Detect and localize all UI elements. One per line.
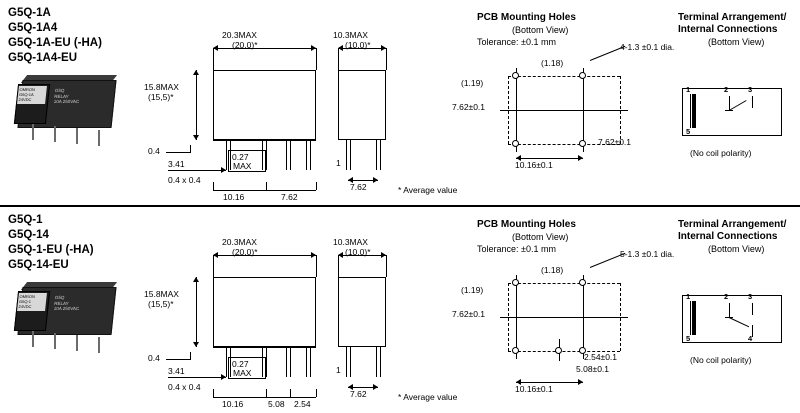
relay-section-1a — [0, 0, 800, 206]
mounting-hole — [555, 347, 562, 354]
pin-number: 2 — [724, 292, 729, 301]
dim-508: 5.08 — [268, 399, 285, 409]
coil-polarity-note: (No coil polarity) — [690, 355, 752, 365]
arrow — [221, 374, 226, 380]
relay-body-outline — [213, 277, 316, 347]
dim-762a: 7.62±0.1 — [452, 102, 486, 112]
pin-line — [380, 347, 381, 377]
pin-line — [350, 347, 351, 377]
dim-762b: 7.62±0.1 — [598, 137, 632, 147]
ext-line — [213, 255, 214, 277]
relay-pin — [98, 130, 100, 146]
mounting-hole — [579, 72, 586, 79]
pin-line — [346, 347, 347, 377]
contact-line — [729, 303, 730, 317]
center-line-h — [500, 317, 628, 318]
center-line-h — [500, 110, 628, 111]
dim-width-avg: (20.0)* — [232, 40, 258, 50]
pcb-subtitle: (Bottom View) — [512, 25, 569, 35]
pcb-subtitle: (Bottom View) — [512, 232, 569, 242]
relay-side-outline — [338, 70, 386, 140]
coil-line — [690, 94, 691, 128]
coil-symbol — [692, 94, 696, 128]
pin-line — [290, 347, 291, 377]
pin-line — [306, 140, 307, 170]
dim-max: MAX — [233, 161, 252, 171]
dim-762-side: 7.62 — [350, 389, 367, 399]
dim-1016: 10.16 — [222, 399, 244, 409]
pin-line — [380, 140, 381, 170]
dim-027: 0.27 — [232, 359, 249, 369]
ext-line — [338, 48, 339, 70]
mounting-hole — [512, 347, 519, 354]
pin-line — [266, 347, 267, 377]
dim-height-avg: (15,5)* — [148, 92, 174, 102]
tick — [213, 389, 214, 397]
arrow — [373, 384, 378, 390]
part-name: G5Q-1A-EU (-HA) — [8, 37, 102, 49]
ext-line — [338, 255, 339, 277]
contact-terminal — [725, 110, 733, 111]
hole-callout: 5-1.3 ±0.1 dia. — [620, 249, 675, 259]
coil-polarity-note: (No coil polarity) — [690, 148, 752, 158]
tick — [316, 182, 317, 190]
relay-photo — [14, 80, 126, 144]
body-baseline — [213, 347, 316, 348]
part-name: G5Q-14 — [8, 229, 49, 241]
dim-width-avg: (20.0)* — [232, 247, 258, 257]
pin-line — [286, 347, 287, 377]
hole-callout: 4-1.3 ±0.1 dia. — [620, 42, 675, 52]
pin-number: 1 — [686, 85, 691, 94]
coil-line — [690, 301, 691, 335]
relay-body-outline — [213, 70, 316, 140]
dim-line-bottom — [213, 190, 316, 191]
body-baseline — [213, 140, 316, 141]
dim-762: 7.62 — [281, 192, 298, 202]
dim-118: (1.18) — [541, 58, 564, 68]
part-name: G5Q-1A — [8, 7, 51, 19]
pin-line — [376, 347, 377, 377]
dim-04: 0.4 — [148, 353, 160, 363]
tick — [316, 389, 317, 397]
footnote-average: * Average value — [398, 185, 458, 195]
arrow — [221, 167, 226, 173]
dim-sidewidth-avg: (10.0)* — [345, 40, 371, 50]
dim-027: 0.27 — [232, 152, 249, 162]
relay-section-1 — [0, 206, 800, 413]
relay-photo-label: OMRON G5Q-1A 24VDC — [17, 86, 47, 104]
dim-line-top — [213, 48, 316, 49]
terminal-title-1: Terminal Arrangement/ — [678, 219, 787, 230]
leader-04-v — [190, 352, 191, 360]
pcb-tolerance: Tolerance: ±0.1 mm — [477, 244, 556, 254]
pcb-outline — [508, 76, 620, 77]
part-name: G5Q-14-EU — [8, 259, 69, 271]
terminal-subtitle: (Bottom View) — [708, 37, 765, 47]
dim-width-max: 20.3MAX — [222, 237, 257, 247]
arrow — [578, 379, 583, 385]
dim-line-341 — [168, 377, 226, 378]
tick — [266, 389, 267, 397]
arrow — [193, 277, 199, 282]
ext-line — [213, 48, 214, 70]
pin-number: 1 — [686, 292, 691, 301]
leader-04 — [166, 152, 190, 153]
dim-line-1016 — [516, 158, 583, 159]
terminal-title-2: Internal Connections — [678, 24, 778, 35]
dim-sidewidth-max: 10.3MAX — [333, 30, 368, 40]
ext-line — [316, 255, 317, 277]
dim-1016: 10.16 — [223, 192, 245, 202]
relay-photo — [14, 287, 126, 351]
leader-04 — [166, 359, 190, 360]
terminal-title-1: Terminal Arrangement/ — [678, 12, 787, 23]
dim-line-top — [213, 255, 316, 256]
part-name: G5Q-1A4 — [8, 22, 58, 34]
relay-pin — [54, 126, 56, 142]
dim-254: 2.54 — [294, 399, 311, 409]
part-name: G5Q-1A4-EU — [8, 52, 78, 64]
dim-line-1016 — [516, 382, 583, 383]
pin-number: 2 — [724, 85, 729, 94]
part-name: G5Q-1-EU (-HA) — [8, 244, 94, 256]
dim-119: (1.19) — [461, 78, 484, 88]
relay-photo-print: G5Q RELAY 10A 250VAC — [53, 88, 80, 104]
mounting-hole — [579, 279, 586, 286]
dim-118: (1.18) — [541, 265, 564, 275]
tick — [290, 389, 291, 397]
relay-pin — [32, 331, 34, 347]
dim-04x04: 0.4 x 0.4 — [168, 382, 201, 392]
tick — [266, 182, 267, 190]
relay-pin — [98, 337, 100, 353]
dim-1: 1 — [336, 365, 341, 375]
dim-341: 3.41 — [168, 366, 185, 376]
ext-line — [386, 255, 387, 277]
relay-photo-print: G5Q RELAY 10A 250VAC — [53, 295, 80, 311]
arrow — [193, 70, 199, 75]
pin-line — [286, 140, 287, 170]
pin-number: 4 — [748, 334, 753, 343]
pin-number: 3 — [748, 85, 753, 94]
dim-254: 2.54±0.1 — [584, 352, 618, 362]
leader-04-v — [190, 145, 191, 153]
dim-height-max: 15.8MAX — [144, 82, 179, 92]
pin-line — [310, 347, 311, 377]
dim-119: (1.19) — [461, 285, 484, 295]
relay-pin — [54, 333, 56, 349]
arrow — [193, 342, 199, 347]
dim-height-max: 15.8MAX — [144, 289, 179, 299]
footnote-average: * Average value — [398, 392, 458, 402]
pin-line — [306, 347, 307, 377]
dim-sidewidth-max: 10.3MAX — [333, 237, 368, 247]
pin-line — [290, 140, 291, 170]
pin-line — [376, 140, 377, 170]
dim-341: 3.41 — [168, 159, 185, 169]
pin-line — [266, 140, 267, 170]
terminal-box — [682, 85, 782, 136]
dim-width-max: 20.3MAX — [222, 30, 257, 40]
dim-1: 1 — [336, 158, 341, 168]
dim-sidewidth-avg: (10.0)* — [345, 247, 371, 257]
relay-pin — [76, 335, 78, 351]
dim-height-avg: (15,5)* — [148, 299, 174, 309]
part-name: G5Q-1 — [8, 214, 43, 226]
mounting-hole — [512, 279, 519, 286]
contact-line — [752, 96, 753, 108]
coil-symbol — [692, 301, 696, 335]
pin-number: 5 — [686, 127, 691, 136]
dim-line-bottom — [213, 397, 316, 398]
dim-line-341 — [168, 170, 226, 171]
terminal-title-2: Internal Connections — [678, 231, 778, 242]
pin-line — [350, 140, 351, 170]
pin-number: 3 — [748, 292, 753, 301]
part-name-list-2 — [8, 213, 168, 273]
contact-line — [752, 303, 753, 315]
pin-line — [226, 347, 227, 377]
pcb-tolerance: Tolerance: ±0.1 mm — [477, 37, 556, 47]
arrow — [578, 155, 583, 161]
dim-04x04: 0.4 x 0.4 — [168, 175, 201, 185]
pin-number: 5 — [686, 334, 691, 343]
dim-max: MAX — [233, 368, 252, 378]
relay-pin — [32, 124, 34, 140]
dim-1016-pcb: 10.16±0.1 — [515, 384, 553, 394]
dim-1016-pcb: 10.16±0.1 — [515, 160, 553, 170]
dim-line-height — [196, 70, 197, 140]
pcb-title: PCB Mounting Holes — [477, 12, 576, 23]
mounting-hole — [512, 72, 519, 79]
pin-line — [346, 140, 347, 170]
arrow — [193, 135, 199, 140]
relay-pin — [76, 128, 78, 144]
ext-line — [316, 48, 317, 70]
dim-762-side: 7.62 — [350, 182, 367, 192]
dim-line-height — [196, 277, 197, 347]
mounting-hole — [579, 140, 586, 147]
tick — [213, 182, 214, 190]
relay-photo-label: OMRON G5Q-1 24VDC — [17, 293, 47, 311]
mounting-hole — [512, 140, 519, 147]
pin-line — [226, 140, 227, 170]
part-name-list-1 — [8, 6, 168, 66]
pcb-outline — [508, 283, 620, 284]
terminal-subtitle: (Bottom View) — [708, 244, 765, 254]
pin-line — [310, 140, 311, 170]
dim-762a: 7.62±0.1 — [452, 309, 486, 319]
dim-04: 0.4 — [148, 146, 160, 156]
arrow — [373, 177, 378, 183]
relay-side-outline — [338, 277, 386, 347]
contact-terminal — [725, 317, 733, 318]
dim-508: 5.08±0.1 — [576, 364, 610, 374]
pcb-title: PCB Mounting Holes — [477, 219, 576, 230]
ext-line — [386, 48, 387, 70]
